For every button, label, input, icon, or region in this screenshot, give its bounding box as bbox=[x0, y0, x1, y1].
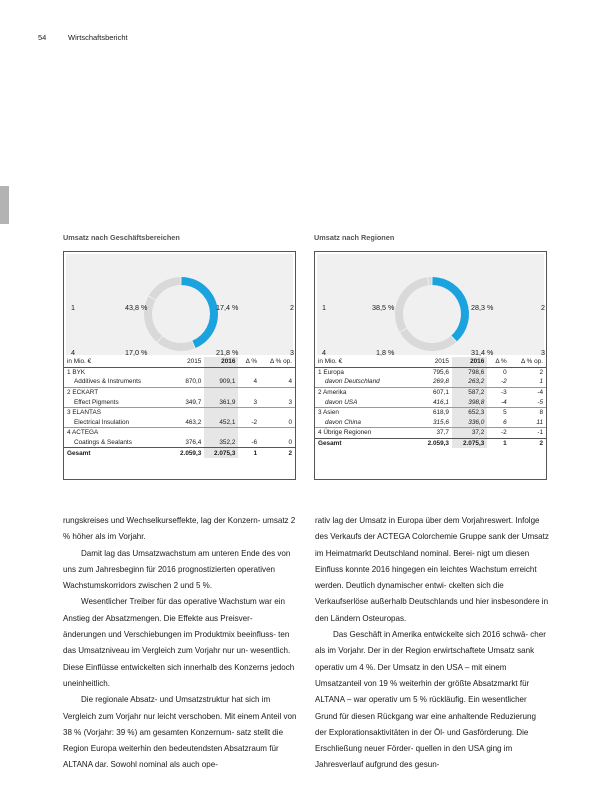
cell: 4 bbox=[260, 377, 295, 387]
table-header-row bbox=[315, 357, 546, 367]
cell: 416,1 bbox=[417, 397, 452, 407]
cell: 463,2 bbox=[170, 418, 204, 428]
cell: -6 bbox=[251, 439, 258, 447]
page-number: 54 bbox=[38, 33, 47, 42]
cell: 2.075,3 bbox=[452, 438, 487, 448]
cell: -4 bbox=[487, 397, 509, 407]
paragraph: Damit lag das Umsatzwachstum am unteren Ende des von uns zum Jahresbeginn für 2016 prognostizierten operativen Wachstumskorridors zwischen 2 und 5 %. bbox=[63, 548, 291, 591]
business-box bbox=[63, 251, 296, 480]
cell: 6 bbox=[487, 418, 509, 428]
cell: 1 bbox=[510, 377, 546, 387]
table-row bbox=[64, 367, 295, 377]
table-total-row bbox=[315, 438, 546, 448]
group-name: 3 Asien bbox=[318, 409, 339, 417]
cell: 452,1 bbox=[204, 418, 238, 428]
col-header: 2015 bbox=[417, 357, 452, 367]
regions-table bbox=[315, 357, 546, 448]
cell: 37,7 bbox=[436, 429, 449, 437]
group-name: 2 ECKART bbox=[67, 389, 99, 397]
table-row bbox=[64, 428, 295, 438]
cell: 2.059,3 bbox=[170, 448, 204, 458]
donut-slice-1 bbox=[181, 277, 218, 348]
body-text-left bbox=[63, 513, 297, 774]
group-sub: Additives & Instruments bbox=[64, 377, 170, 387]
cell: 352,2 bbox=[204, 438, 238, 448]
cell: 618,9 bbox=[432, 409, 449, 417]
cell: 37,2 bbox=[452, 428, 487, 439]
label-num: 4 bbox=[71, 348, 75, 357]
cell: 2.075,3 bbox=[204, 448, 238, 458]
col-header: in Mio. € bbox=[64, 357, 170, 367]
group-name: 4 ACTEGA bbox=[67, 429, 99, 437]
cell: 870,0 bbox=[170, 377, 204, 387]
table-row bbox=[64, 418, 295, 428]
cell: 2 bbox=[539, 368, 543, 376]
group-sub: Effect Pigments bbox=[64, 397, 170, 407]
group-sub: Electrical Insulation bbox=[64, 418, 170, 428]
business-table bbox=[64, 357, 295, 458]
col-header: 2015 bbox=[170, 357, 204, 367]
table-row bbox=[64, 397, 295, 407]
table-total-row bbox=[64, 448, 295, 458]
label-num: 2 bbox=[290, 303, 294, 312]
group-name: 1 Europa bbox=[318, 368, 344, 376]
business-chart-title: Umsatz nach Geschäftsbereichen bbox=[63, 233, 180, 242]
cell: 3 bbox=[260, 397, 295, 407]
page-header bbox=[38, 33, 128, 42]
cell: 1 bbox=[487, 438, 509, 448]
regions-chart-area bbox=[317, 254, 544, 355]
label-pct: 38,5 % bbox=[372, 303, 395, 312]
cell: 315,6 bbox=[417, 418, 452, 428]
table-row bbox=[315, 418, 546, 428]
cell: 361,9 bbox=[204, 397, 238, 407]
group-sub: Coatings & Sealants bbox=[74, 439, 132, 447]
cell: 8 bbox=[539, 409, 543, 417]
section-title: Wirtschaftsbericht bbox=[68, 33, 128, 42]
table-row bbox=[64, 377, 295, 387]
cell: -4 bbox=[537, 389, 543, 397]
group-name: 2 Amerika bbox=[318, 389, 347, 397]
cell: 336,0 bbox=[452, 418, 487, 428]
total-label: Gesamt bbox=[315, 438, 417, 448]
cell: -1 bbox=[537, 429, 543, 437]
col-header: in Mio. € bbox=[315, 357, 417, 367]
paragraph: Das Geschäft in Amerika entwickelte sich 2016 schwä- cher als im Vorjahr. Der in der Region erwirtschaftete Umsatz sank operativ um 4 %. Der Umsatz in den USA – mit einem Umsatzanteil von 19 % weiterhin der größte Absatzmarkt für ALTANA – war operativ um 5 % rückläufig. Ein wesentlicher Grund für diesen Rückgang war eine anhaltende Reduzierung der Explorationsaktivitäten in der Öl- und Gasförderung. Die Erschließung neuer Förder- quellen in den USA ging im Jahresverlauf aufgrund des gesun- bbox=[315, 630, 546, 770]
group-sub: davon Deutschland bbox=[315, 377, 417, 387]
label-pct: 17,4 % bbox=[216, 303, 239, 312]
donut-slice-1 bbox=[432, 277, 469, 341]
paragraph: rungskreises und Wechselkurseffekte, lag der Konzern- umsatz 2 % höher als im Vorjahr. bbox=[63, 516, 296, 542]
cell: 2 bbox=[260, 448, 295, 458]
donut-slice-3 bbox=[395, 277, 428, 331]
cell: 0 bbox=[503, 368, 507, 376]
label-pct: 28,3 % bbox=[471, 303, 494, 312]
paragraph: Wesentlicher Treiber für das operative Wachstum war ein Anstieg der Absatzmengen. Die Effekte aus Preisver- änderungen und Verschiebungen im Produktmix beeinfluss- ten das Umsatzniveau im Vergleich zum Vorjahr nur un- wesentlich. Diese Einflüsse entwickelten sich innerhalb des Konzerns jedoch uneinheitlich. bbox=[63, 597, 295, 688]
col-header: Δ % op. bbox=[510, 357, 546, 367]
label-num: 3 bbox=[290, 348, 294, 357]
donut-slice-4 bbox=[428, 277, 431, 285]
col-header: Δ % op. bbox=[260, 357, 295, 367]
donut-slice-2 bbox=[157, 336, 194, 351]
label-num: 1 bbox=[322, 303, 326, 312]
cell: 607,1 bbox=[432, 389, 449, 397]
table-row bbox=[64, 387, 295, 397]
label-pct: 1,8 % bbox=[376, 348, 395, 357]
regions-box bbox=[314, 251, 547, 480]
body-text-right bbox=[315, 513, 549, 774]
label-num: 3 bbox=[541, 348, 545, 357]
group-sub: davon China bbox=[315, 418, 417, 428]
cell: 909,1 bbox=[204, 377, 238, 387]
section-marker bbox=[0, 186, 9, 224]
group-sub: davon USA bbox=[315, 397, 417, 407]
cell: -2 bbox=[238, 418, 260, 428]
paragraph: rativ lag der Umsatz in Europa über dem Vorjahreswert. Infolge des Verkaufs der ACTEGA Colorchemie Gruppe sank der Umsatz im Heimatmarkt Deutschland nominal. Berei- nigt um diesen Einfluss konnte 2016 hingegen ein leichtes Wachstum erreicht werden. Deutlich dynamischer entwi- ckelten sich die Verkaufserlöse außerhalb Deutschlands und hier insbesondere in den Ländern Osteuropas. bbox=[315, 516, 549, 623]
group-name: 3 ELANTAS bbox=[67, 409, 101, 417]
cell: 398,8 bbox=[452, 397, 487, 407]
cell: 2 bbox=[510, 438, 546, 448]
table-row bbox=[64, 438, 295, 448]
cell: 1 bbox=[238, 448, 260, 458]
cell: 0 bbox=[260, 418, 295, 428]
cell: 587,2 bbox=[452, 387, 487, 397]
table-row bbox=[315, 367, 546, 377]
cell: -2 bbox=[487, 377, 509, 387]
label-pct: 21,8 % bbox=[216, 348, 239, 357]
cell: 798,6 bbox=[452, 367, 487, 377]
label-num: 4 bbox=[322, 348, 326, 357]
cell: 795,6 bbox=[432, 368, 449, 376]
donut-slice-4 bbox=[149, 277, 181, 300]
paragraph: Die regionale Absatz- und Umsatzstruktur hat sich im Vergleich zum Vorjahr nur leicht verschoben. Mit einem Anteil von 38 % (Vorjahr: 39 %) am gesamten Konzernum- satz stellt die Region Europa weiterhin den bedeutendsten Absatzraum für ALTANA dar. Sowohl nominal als auch ope- bbox=[63, 695, 297, 770]
regions-panel bbox=[314, 233, 547, 480]
business-panel bbox=[63, 233, 296, 480]
label-num: 1 bbox=[71, 303, 75, 312]
cell: 269,8 bbox=[417, 377, 452, 387]
cell: 2.059,3 bbox=[417, 438, 452, 448]
cell: 349,7 bbox=[170, 397, 204, 407]
cell: -5 bbox=[510, 397, 546, 407]
regions-donut-chart bbox=[317, 254, 546, 355]
table-row bbox=[315, 387, 546, 397]
table-row bbox=[315, 407, 546, 417]
cell: 652,3 bbox=[452, 407, 487, 417]
cell: 5 bbox=[503, 409, 507, 417]
cell: 0 bbox=[288, 439, 292, 447]
col-header: Δ % bbox=[487, 357, 509, 367]
table-row bbox=[315, 397, 546, 407]
cell: 3 bbox=[238, 397, 260, 407]
table-row bbox=[64, 407, 295, 417]
label-pct: 43,8 % bbox=[125, 303, 148, 312]
col-header: 2016 bbox=[452, 357, 487, 367]
regions-chart-title: Umsatz nach Regionen bbox=[314, 233, 395, 242]
cell: -3 bbox=[501, 389, 507, 397]
col-header: 2016 bbox=[204, 357, 238, 367]
label-pct: 17,0 % bbox=[125, 348, 148, 357]
donut-slice-2 bbox=[400, 329, 456, 351]
cell: 11 bbox=[510, 418, 546, 428]
total-label: Gesamt bbox=[64, 448, 170, 458]
table-header-row bbox=[64, 357, 295, 367]
col-header: Δ % bbox=[238, 357, 260, 367]
table-row bbox=[315, 377, 546, 387]
label-pct: 31,4 % bbox=[471, 348, 494, 357]
cell: 263,2 bbox=[452, 377, 487, 387]
group-name: 4 Übrige Regionen bbox=[318, 429, 372, 437]
table-row bbox=[315, 428, 546, 439]
cell: 4 bbox=[238, 377, 260, 387]
group-name: 1 BYK bbox=[67, 368, 86, 376]
cell: 376,4 bbox=[185, 439, 202, 447]
business-chart-area bbox=[66, 254, 293, 355]
label-num: 2 bbox=[541, 303, 545, 312]
cell: -2 bbox=[501, 429, 507, 437]
business-donut-chart bbox=[66, 254, 295, 355]
